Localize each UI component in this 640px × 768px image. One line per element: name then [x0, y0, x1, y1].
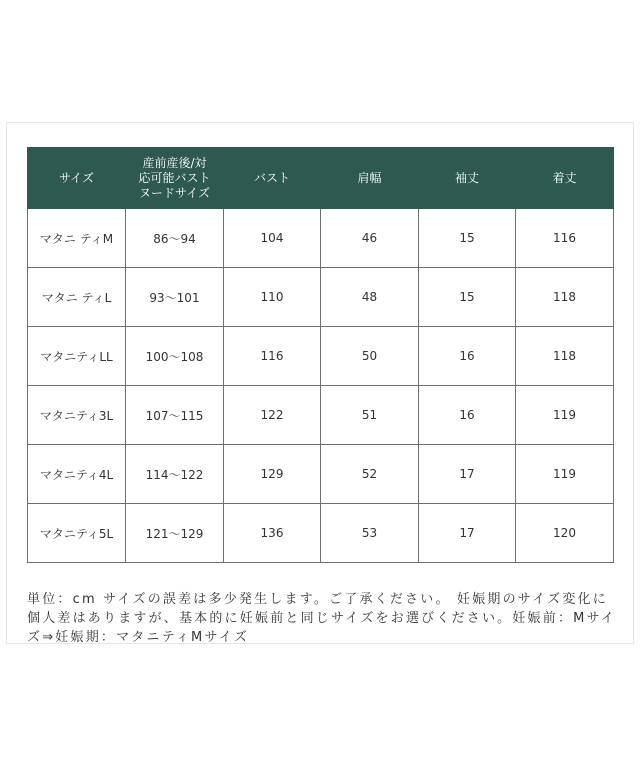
- cell-total-length: 118: [516, 268, 614, 327]
- cell-sleeve-length: 17: [419, 445, 516, 504]
- cell-nude-bust: 107〜115: [126, 386, 224, 445]
- cell-shoulder-width: 52: [321, 445, 419, 504]
- cell-bust: 104: [224, 209, 321, 268]
- size-note: 単位：cm サイズの誤差は多少発生します。ご了承ください。 妊娠期のサイズ変化に個人差はありますが、基本的に妊娠前と同じサイズをお選びください。妊娠前：Mサイズ⇒妊娠期：マタニティMサイズ: [27, 592, 617, 645]
- cell-sleeve-length: 15: [419, 209, 516, 268]
- cell-bust: 122: [224, 386, 321, 445]
- header-sleeve-length: 袖丈: [419, 148, 516, 209]
- cell-shoulder-width: 48: [321, 268, 419, 327]
- cell-bust: 136: [224, 504, 321, 563]
- cell-size: マタニティ4L: [28, 445, 126, 504]
- cell-shoulder-width: 50: [321, 327, 419, 386]
- cell-total-length: 120: [516, 504, 614, 563]
- cell-total-length: 119: [516, 386, 614, 445]
- cell-total-length: 119: [516, 445, 614, 504]
- header-shoulder-width: 肩幅: [321, 148, 419, 209]
- header-nude-bust: 産前産後/対 応可能バスト ヌードサイズ: [126, 148, 224, 209]
- table-row: [28, 445, 614, 504]
- cell-size: マタニ ティM: [28, 209, 126, 268]
- cell-sleeve-length: 16: [419, 386, 516, 445]
- cell-bust: 110: [224, 268, 321, 327]
- cell-size: マタニティ5L: [28, 504, 126, 563]
- table-header-row: [28, 148, 614, 209]
- cell-nude-bust: 86〜94: [126, 209, 224, 268]
- table-row: [28, 268, 614, 327]
- cell-bust: 129: [224, 445, 321, 504]
- header-size: サイズ: [28, 148, 126, 209]
- cell-size: マタニ ティL: [28, 268, 126, 327]
- cell-sleeve-length: 16: [419, 327, 516, 386]
- header-bust: バスト: [224, 148, 321, 209]
- cell-sleeve-length: 15: [419, 268, 516, 327]
- cell-shoulder-width: 53: [321, 504, 419, 563]
- table-row: [28, 504, 614, 563]
- cell-total-length: 116: [516, 209, 614, 268]
- cell-shoulder-width: 51: [321, 386, 419, 445]
- cell-bust: 116: [224, 327, 321, 386]
- header-total-length: 着丈: [516, 148, 614, 209]
- table-row: [28, 386, 614, 445]
- cell-size: マタニティ3L: [28, 386, 126, 445]
- cell-nude-bust: 114〜122: [126, 445, 224, 504]
- table-row: [28, 209, 614, 268]
- size-table: [27, 147, 614, 563]
- cell-total-length: 118: [516, 327, 614, 386]
- table-row: [28, 327, 614, 386]
- cell-sleeve-length: 17: [419, 504, 516, 563]
- cell-size: マタニティLL: [28, 327, 126, 386]
- cell-shoulder-width: 46: [321, 209, 419, 268]
- cell-nude-bust: 121〜129: [126, 504, 224, 563]
- cell-nude-bust: 100〜108: [126, 327, 224, 386]
- cell-nude-bust: 93〜101: [126, 268, 224, 327]
